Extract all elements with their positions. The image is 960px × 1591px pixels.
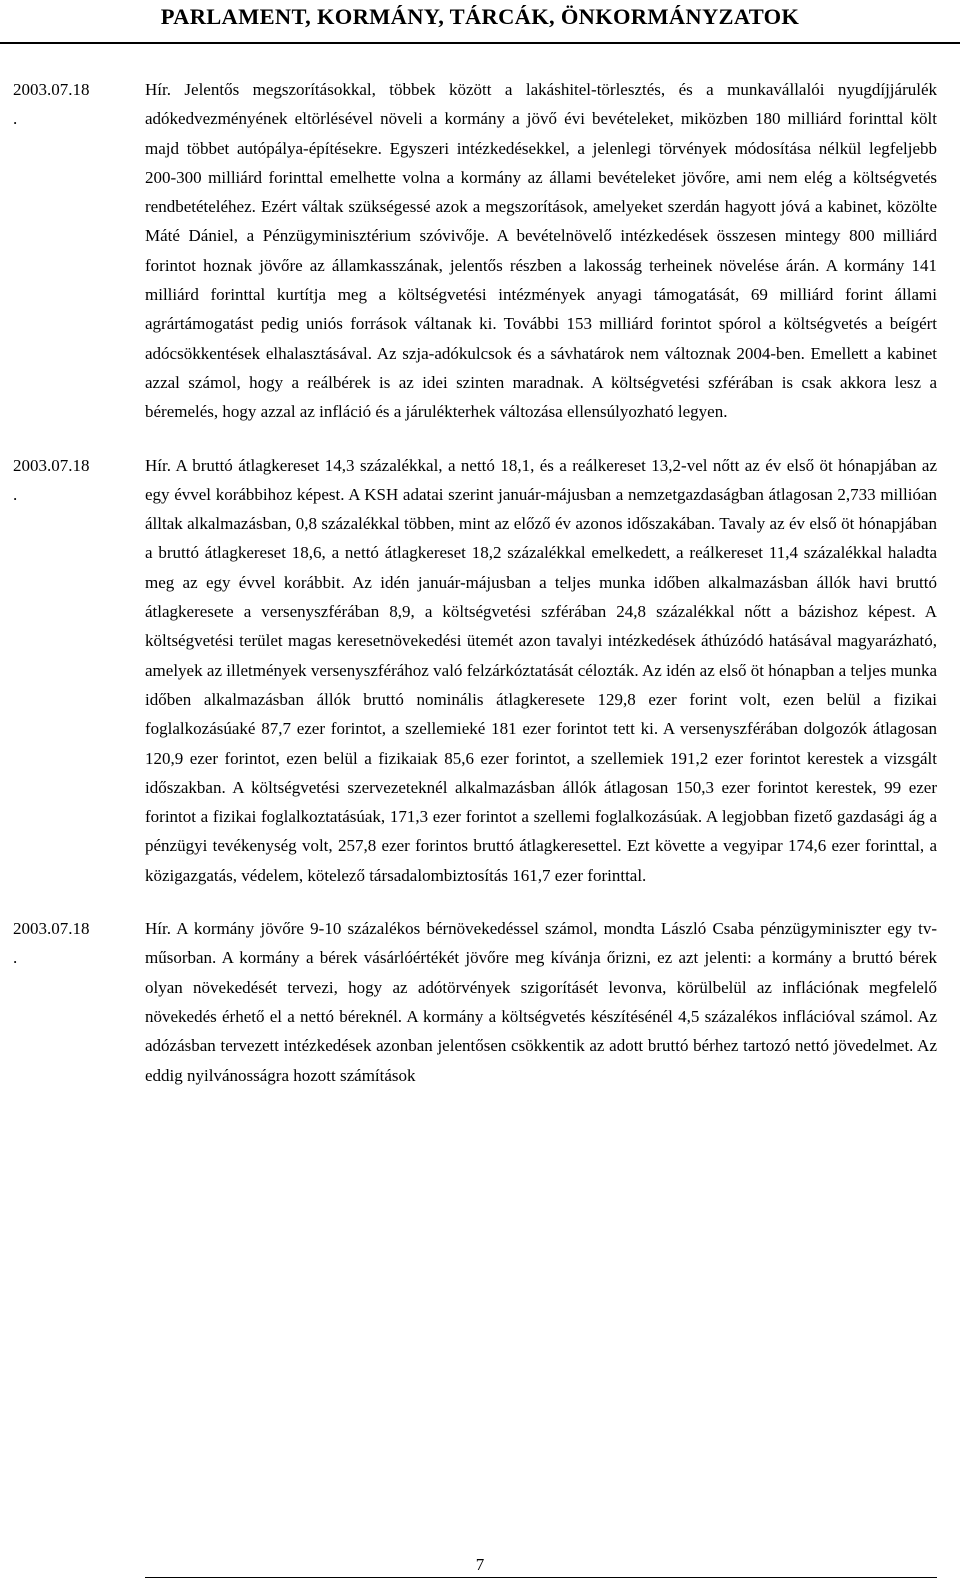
header-rule: [0, 42, 960, 44]
news-entry: [0, 451, 960, 890]
entry-text: Hír. A bruttó átlagkereset 14,3 százalékkal, a nettó 18,1, és a reálkereset 13,2-vel nőtt az év első öt hónapjában az egy évvel korábbihoz képest. A KSH adatai szerint január-májusban a nemzetgazdaságban átlagosan 2,733 millióan álltak alkalmazásban, 0,8 százalékkal többen, mint az előző év azonos időszakában. Tavaly az év első öt hónapjában a bruttó átlagkereset 18,6, a nettó átlagkereset 18,2 százalékkal emelkedett, a reálkereset 11,4 százalékkal haladta meg az egy évvel korábbit. Az idén január-májusban a teljes munka időben alkalmazásban állók havi bruttó átlagkeresete a versenyszférában 8,9, a költségvetési szférában 24,8 százalékkal nőtt a bázishoz képest. A költségvetési terület magas keresetnövekedési ütemét azon tavalyi intézkedések áthúzódó hatásával magyarázható, amelyek az illetmények versenyszférához való felzárkóztatását célozták. Az idén az első öt hónapban a teljes munka időben alkalmazásban állók bruttó nominális átlagkeresete 129,8 ezer forint volt, ezen belül a fizikai foglalkozásúaké 87,7 ezer forintot, a szellemieké 181 ezer forintot tett ki. A versenyszférában dolgozók átlagosan 120,9 ezer forintot, ezen belül a fizikaiak 85,6 ezer forintot, a szellemiek 191,2 ezer forintot kerestek a vizsgált időszakban. A költségvetési szervezeteknél alkalmazásban állók átlagosan 150,3 ezer forintot kerestek, 99 ezer forintot a fizikai foglalkoztatásúak, 171,3 ezer forintot a szellemi foglalkozásúak. A legjobban fizető gazdasági ág a pénzügyi tevékenység volt, 257,8 ezer forintos bruttó átlagkeresettel. Ezt követte a vegyipar 174,6 ezer forinttal, a közigazgatás, védelem, kötelező társadalombiztosítás 161,7 ezer forinttal.: [145, 455, 937, 885]
page-number: 7: [475, 1555, 485, 1574]
entry-text: Hír. Jelentős megszorításokkal, többek között a lakáshitel-törlesztés, és a munkavállalói nyugdíjjárulék adókedvezményének eltörlésével növeli a kormány a jövő évi bevételeket, miközben 180 milliárd forinttal költ majd többet autópálya-építésekre. Egyszeri intézkedésekkel, a jelenlegi törvények módosítása nélkül legfeljebb 200-300 milliárd forinttal emelhette volna a kormány az állami bevételeket jövőre, ami nem elég a költségvetés rendbetételéhez. Ezért váltak szükségessé azok a megszorítások, amelyeket szerdán hagyott jóvá a kabinet, közölte Máté Dániel, a Pénzügyminisztérium szóvivője. A bevételnövelő intézkedések összesen mintegy 800 milliárd forintot hoznak jövőre az államkasszának, jelentős részben a lakosság terheinek növelése árán. A kormány 141 milliárd forinttal kurtítja meg a költségvetési intézmények anyagi támogatását, 69 milliárd forint állami agrártámogatást pedig uniós források váltanak ki. További 153 milliárd forintot spórol a költségvetés a beígért adócsökkentések elhalasztásával. Az szja-adókulcsok és a sávhatárok nem változnak 2004-ben. Emellett a kabinet azzal számol, hogy a reálbérek is az idei szinten maradnak. A költségvetési szférában is csak akkora lesz a béremelés, hogy azzal az infláció és a járulékterhek változása ellensúlyozható legyen.: [145, 80, 937, 422]
entry-date: 2003.07.18 .: [13, 919, 90, 968]
entry-text: Hír. A kormány jövőre 9-10 százalékos bérnövekedéssel számol, mondta László Csaba pénzügyminiszter egy tv-műsorban. A kormány a bérek vásárlóértékét jövőre meg kívánja őrizni, ez azt jelenti: a kormány a bruttó bérek olyan növekedését tervezi, hogy az adótörvények szigorításét levonva, körülbelül az inflációnak megfelelő növekedés érhető el a nettó béreknél. A kormány a költségvetés készítésénél 4,5 százalékos inflációval számol. Az adózásban tervezett intézkedések azonban jelentősen csökkentik az adott bruttó bérhez tartozó nettó jövedelmet. Az eddig nyilvánosságra hozott számítások: [145, 919, 937, 1085]
news-entry: [0, 75, 960, 427]
news-entry: [0, 914, 960, 1090]
page-header: PARLAMENT, KORMÁNY, TÁRCÁK, ÖNKORMÁNYZATOK: [160, 4, 800, 29]
entry-date: 2003.07.18 .: [13, 455, 90, 504]
news-entries: [0, 75, 960, 1090]
entry-date: 2003.07.18 .: [13, 80, 90, 129]
footer-rule: [145, 1577, 937, 1578]
